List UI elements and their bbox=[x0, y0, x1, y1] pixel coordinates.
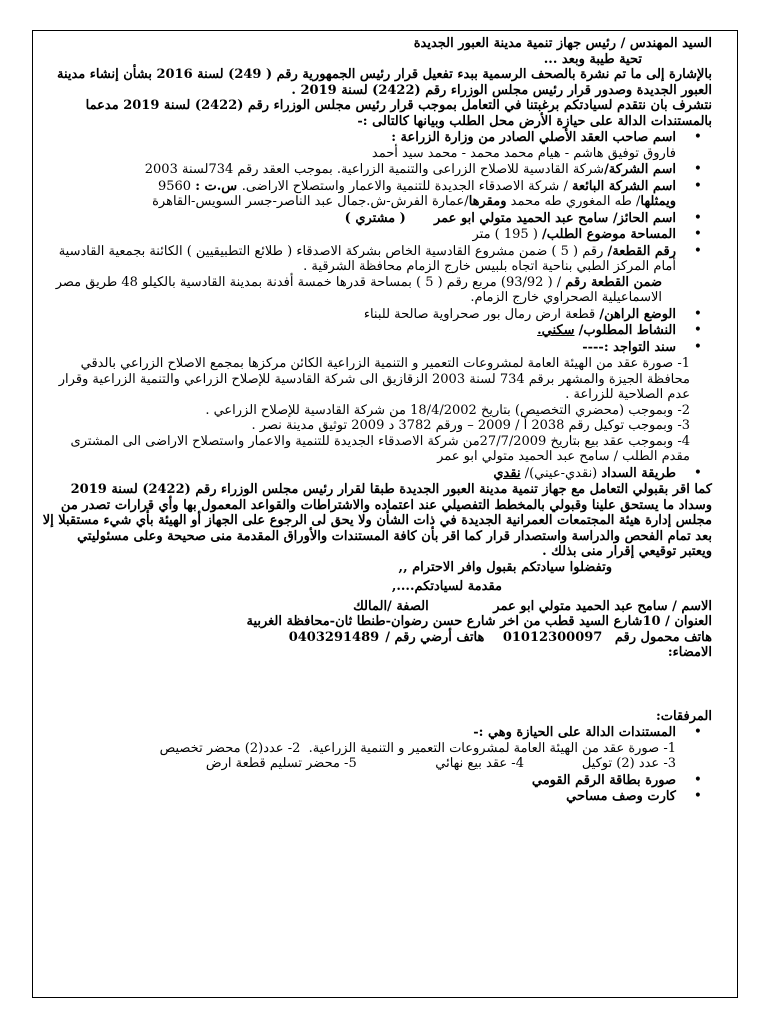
deed-2: 2- وبموجب (محضري التخصيص) بتاريخ 18/4/2002 من شركة القادسية للإصلاح الزراعي . bbox=[205, 402, 690, 418]
payment-label: طريقة السداد bbox=[601, 465, 676, 481]
company-label: اسم الشركة/ bbox=[604, 162, 676, 177]
holder-label: اسم الحائز/ سامح عبد الحميد متولي ابو عمر bbox=[433, 210, 676, 226]
attachment-survey-label: كارت وصف مساحي bbox=[566, 789, 676, 804]
applicant-address: العنوان / 10شارع السيد قطب من اخر شارع حسن رضوان-طنطا ثان-محافظة الغربية bbox=[246, 614, 712, 629]
deed-label: سند التواجد :---- bbox=[582, 339, 676, 355]
seller-hq-value: /عمارة الفرش-ش.جمال عبد الناصر-جسر السويس-القاهرة bbox=[152, 194, 469, 209]
attachment-docs-label: المستندات الدالة على الحيازة وهي :- bbox=[473, 725, 676, 740]
deed-list bbox=[42, 356, 712, 465]
owner-value: فاروق توفيق هاشم - هيام محمد محمد - محمد سيد أحمد bbox=[371, 145, 676, 161]
status-label: الوضع الراهن/ bbox=[599, 306, 676, 322]
company-value: شركة القادسية للاصلاح الزراعى والتنمية الزراعية. بموجب العقد رقم 734لسنة 2003 bbox=[144, 162, 605, 177]
applicant-capacity: الصفة /المالك bbox=[353, 598, 429, 614]
addressee: السيد المهندس / رئيس جهاز تنمية مدينة العبور الجديدة bbox=[413, 36, 712, 51]
deed-1: 1- صورة عقد من الهيئة العامة لمشروعات التعمير و التنمية الزراعية الكائن مركزها بمجمع الاصلاح الزراعي بالدقي محافظة الجيزة والمشهر برقم 734 لسنة 2003 الزقازيق الى شركة القادسية للإصلاح الزراعي والتنمية الزراعية وقرار عدم الصلاحية للزراعة . bbox=[58, 356, 690, 402]
submitted-by: مقدمة لسيادتكم...., bbox=[391, 579, 502, 594]
declaration: كما اقر بقبولي التعامل مع جهاز تنمية مدينة العبور الجديدة طبقا لقرار رئيس مجلس الوزراء رقم (2422) لسنة 2019 وسداد ما يستحق علينا وقبولي بالمخطط التفصيلي عند اعتماده والاشتراطات والقواعد المعمول بها وأي قرارات تصدر من مجلس إدارة هيئة المجتمعات العمرانية الجديدة في ذات الشأن ولا يحق لى الرجوع على الجهاز أو الهيئة بأي شيء مستقبلا إلا بعد تمام الفحص والدراسة واستصدار قرار كما اقر بأن كافة المستندات والأوراق المقدمة منى صحيحة وعلى مسئوليتي ويعتبر توقيعي إقرار منى بذلك . bbox=[42, 482, 712, 559]
attachment-docs-line-1: 1- صورة عقد من الهيئة العامة لمشروعات التعمير و التنمية الزراعية. 2- عدد(2) محضر تخصيص bbox=[159, 740, 676, 756]
plot-value: رقم ( 5 ) ضمن مشروع القادسية الخاص بشركة الاصدقاء ( طلائع التطبيقيين ) الكائنة بجمعية القادسية أمام المركز الطبي بناحية اتجاه بلبيس خارج الزمام محافظة الشرقية . bbox=[58, 243, 676, 274]
seller-hq-label: ومقرها bbox=[468, 194, 507, 209]
deed-item bbox=[42, 340, 712, 356]
landline-label: هاتف أرضي رقم / bbox=[385, 629, 485, 645]
closing: وتفضلوا سيادتكم بقبول وافر الاحترام ,, bbox=[398, 559, 612, 575]
applicant-name: الاسم / سامح عبد الحميد متولي ابو عمر bbox=[493, 598, 712, 614]
attachment-docs bbox=[42, 725, 712, 772]
mobile-label: هاتف محمول رقم bbox=[610, 629, 712, 645]
payment-item bbox=[42, 466, 712, 482]
attachment-id-card bbox=[42, 773, 712, 789]
holder-item bbox=[42, 211, 712, 227]
holder-role: ( مشتري ) bbox=[344, 210, 406, 226]
activity-value: سكني. bbox=[537, 323, 575, 338]
applicant-block bbox=[42, 599, 712, 661]
status-item bbox=[42, 307, 712, 323]
area-value: ( 195 ) متر bbox=[472, 227, 543, 242]
seller-label: اسم الشركة البائعة bbox=[571, 178, 676, 194]
mobile-number: 01012300097 bbox=[502, 629, 603, 645]
attachment-docs-line-2: 3- عدد (2) توكيل 4- عقد بيع نهائي 5- محضر تسليم قطعة ارض bbox=[205, 756, 676, 771]
request-details bbox=[42, 130, 712, 355]
seller-item bbox=[42, 179, 712, 210]
attachments-title: المرفقات: bbox=[655, 708, 712, 724]
seller-rep-label: ويمثلها bbox=[640, 194, 676, 209]
intro-paragraph-1: بالإشارة إلى ما تم نشرة بالصحف الرسمية ببدء تفعيل قرار رئيس الجمهورية رقم ( 249) لسنة 2016 بشأن إنشاء مدينة العبور الجديدة وصدور قرار رئيس مجلس الوزراء رقم (2422) لسنة 2019 . bbox=[56, 67, 712, 98]
seller-reg-value: 9560 bbox=[157, 178, 196, 194]
owner-item bbox=[42, 130, 712, 161]
seller-value: / شركة الاصدقاء الجديدة للتنمية والاعمار واستصلاح الاراضى. bbox=[241, 178, 572, 194]
deed-4: 4- وبموجب عقد بيع بتاريخ 27/7/2009من شركة الاصدقاء الجديدة للتنمية والاعمار واستصلاح الاراضى الى المشترى مقدم الطلب / سامح عبد الحميد متولي ابو عمر bbox=[70, 433, 690, 464]
attachment-survey bbox=[42, 789, 712, 805]
within-label: ضمن القطعة رقم bbox=[565, 274, 662, 290]
seller-rep-value: / طه المغوري طه محمد bbox=[506, 194, 641, 209]
greeting: تحية طيبة وبعد ... bbox=[543, 51, 642, 67]
payment-options: (نقدي-عيني)/ bbox=[520, 465, 602, 481]
signature-label: الامضاء: bbox=[667, 645, 712, 660]
attachments-list bbox=[42, 725, 712, 805]
plot-item bbox=[42, 244, 712, 306]
activity-item bbox=[42, 323, 712, 339]
status-value: قطعة ارض رمال بور صحراوية صالحة للبناء bbox=[363, 306, 600, 322]
attachment-id-card-label: صورة بطاقة الرقم القومي bbox=[531, 772, 676, 788]
payment-value: نقدي bbox=[493, 465, 521, 481]
seller-reg-label: س.ت : bbox=[195, 178, 242, 194]
deed-3: 3- وبموجب توكيل رقم 2038 أ / 2009 – ورقم 3782 د 2009 توثيق مدينة نصر . bbox=[251, 418, 690, 433]
payment-list bbox=[42, 466, 712, 482]
area-label: المساحة موضوع الطلب/ bbox=[542, 227, 676, 242]
activity-label: النشاط المطلوب/ bbox=[578, 323, 676, 338]
area-item bbox=[42, 227, 712, 243]
company-item bbox=[42, 162, 712, 178]
landline-number: 0403291489 bbox=[288, 629, 380, 645]
plot-label: رقم القطعة/ bbox=[607, 243, 676, 259]
intro-paragraph-2: نتشرف بان نتقدم لسيادتكم برغبتنا في التعامل بموجب قرار رئيس مجلس الوزراء رقم (2422) لسنة 2019 مدعما بالمستندات الدالة على حيازة الأرض محل الطلب وبيانها كالتالى :- bbox=[85, 98, 712, 129]
within-value: / ( 93/92) مربع رقم ( 5 ) بمساحة قدرها خمسة أفدنة بمدينة القادسية بالكيلو 48 طريق مصر الاسماعيلية الصحراوي خارج الزمام. bbox=[55, 274, 662, 305]
letter bbox=[42, 36, 712, 806]
owner-label: اسم صاحب العقد الأصلي الصادر من وزارة الزراعة : bbox=[391, 130, 676, 145]
